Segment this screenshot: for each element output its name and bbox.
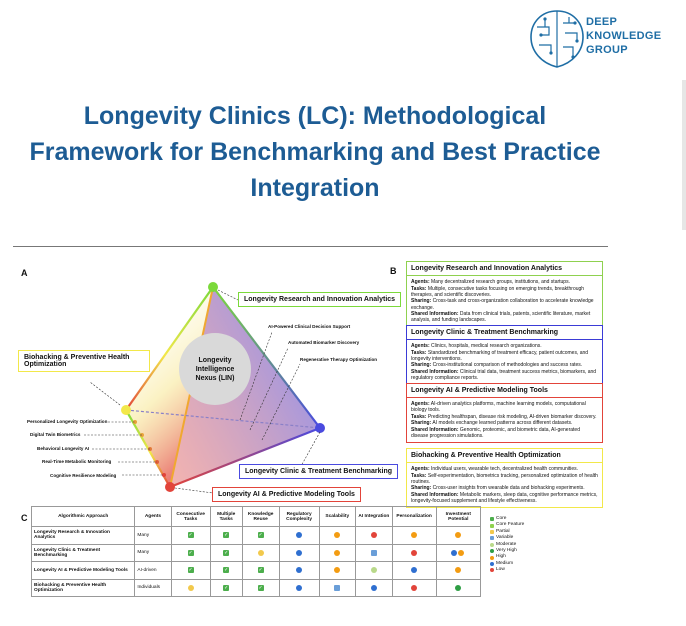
card-agents: Many decentralized research groups, institutions, and startups. bbox=[431, 279, 570, 285]
rating-cell bbox=[319, 579, 355, 597]
rating-cell bbox=[436, 579, 480, 597]
lightgreen-dot-icon bbox=[371, 567, 377, 573]
rating-cell bbox=[171, 579, 210, 597]
rating-cell bbox=[392, 579, 436, 597]
rating-cell bbox=[436, 562, 480, 580]
legend-swatch-icon bbox=[490, 556, 494, 560]
rating-cell bbox=[319, 562, 355, 580]
check-icon: ✓ bbox=[224, 549, 229, 556]
variable-icon bbox=[371, 550, 377, 556]
table-header-cell: Scalability bbox=[319, 507, 355, 527]
row-approach: Biohacking & Preventive Health Optimization bbox=[32, 579, 135, 597]
legend-label: Very High bbox=[496, 548, 517, 554]
inner-label: AI-Powered Clinical Decision Support bbox=[268, 324, 351, 329]
card-title: Longevity Clinic & Treatment Benchmarking bbox=[407, 326, 602, 340]
rating-cell bbox=[436, 544, 480, 562]
card-agents: Individual users, wearable tech, decentralized health communities. bbox=[431, 466, 579, 472]
check-icon: ✓ bbox=[224, 567, 229, 574]
side-label: Personalized Longevity Optimization bbox=[27, 419, 108, 424]
orange-dot-icon bbox=[334, 550, 340, 556]
check-icon: ✓ bbox=[258, 567, 263, 574]
comparison-table bbox=[31, 506, 481, 597]
inner-label: Automated Biomarker Discovery bbox=[288, 340, 360, 345]
nexus-label: Longevity Intelligence Nexus (LIN) bbox=[195, 356, 235, 382]
rating-cell bbox=[210, 544, 242, 562]
table-header-cell: Consecutive Tasks bbox=[171, 507, 210, 527]
legend-label: Low bbox=[496, 567, 505, 573]
inner-label: Regenerative Therapy Optimization bbox=[300, 357, 378, 362]
legend-label: Partial bbox=[496, 528, 510, 534]
rating-cell bbox=[242, 579, 279, 597]
orange-dot-icon bbox=[455, 532, 461, 538]
check-icon: ✓ bbox=[188, 532, 193, 539]
check-icon: ✓ bbox=[188, 549, 193, 556]
legend-swatch-icon bbox=[490, 568, 494, 572]
card-sharing: Cross-user insights from wearable data and biohacking experiments. bbox=[432, 485, 585, 492]
check-icon: ✓ bbox=[258, 532, 263, 539]
row-approach: Longevity Research & Innovation Analytics bbox=[32, 527, 135, 545]
table-row bbox=[32, 579, 481, 597]
rating-cell bbox=[356, 544, 393, 562]
rating-cell bbox=[356, 527, 393, 545]
check-icon: ✓ bbox=[224, 532, 229, 539]
orange-dot-icon bbox=[411, 532, 417, 538]
check-icon: ✓ bbox=[188, 567, 193, 574]
rating-cell bbox=[279, 544, 319, 562]
yellow-dot-icon bbox=[258, 550, 264, 556]
rating-cell bbox=[242, 527, 279, 545]
table-header-cell: AI Integration bbox=[356, 507, 393, 527]
card-sharing: Cross-task and cross-organization collaboration to accelerate knowledge exchange. bbox=[411, 298, 594, 311]
legend-swatch-icon bbox=[490, 536, 494, 540]
rating-dot bbox=[458, 550, 464, 556]
row-approach: Longevity Clinic & Treatment Benchmarking bbox=[32, 544, 135, 562]
panel-a-label: A bbox=[21, 268, 28, 278]
card-sharing: Cross-institutional comparison of methodologies and success rates. bbox=[432, 362, 583, 369]
card-sharing: AI models exchange learned patterns across different datasets. bbox=[432, 420, 573, 427]
variable-icon bbox=[334, 585, 340, 591]
blue-dot-icon bbox=[411, 567, 417, 573]
table-header-cell: Algorithmic Approach bbox=[32, 507, 135, 527]
vertex-biohacking-label: Biohacking & Preventive Health Optimization bbox=[18, 350, 150, 372]
rating-cell bbox=[210, 527, 242, 545]
page-title: Longevity Clinics (LC): Methodological Framework for Benchmarking and Best Practice Integration bbox=[29, 102, 601, 202]
rating-cell bbox=[242, 562, 279, 580]
row-agents: AI-driven bbox=[135, 562, 171, 580]
side-label: Cognitive Resilience Modeling bbox=[50, 473, 117, 478]
card-biohacking: Biohacking & Preventive Health Optimization Agents: Individual users, wearable tech, decentralized health communities. Tasks: Self-experimentation, biometrics tracking, personalized optimization of health routines. Sharing: Cross-user insights from wearable data and biohacking experiments. Shared Information: Metabolic markers, sleep data, cognitive performance metrics, longevity-focused supplement and lifestyle effectiveness. bbox=[406, 448, 603, 508]
card-shared-info: Genomic, proteomic, and biometric data, AI-generated disease progression simulations. bbox=[411, 426, 580, 440]
orange-dot-icon bbox=[334, 567, 340, 573]
red-dot-icon bbox=[371, 532, 377, 538]
divider bbox=[13, 246, 608, 247]
panel-c-label: C bbox=[21, 513, 28, 523]
blue-dot-icon bbox=[296, 585, 302, 591]
row-approach: Longevity AI & Predictive Modeling Tools bbox=[32, 562, 135, 580]
legend-swatch-icon bbox=[490, 524, 494, 528]
rating-cell bbox=[392, 544, 436, 562]
table-header-cell: Personalization bbox=[392, 507, 436, 527]
row-agents: Many bbox=[135, 544, 171, 562]
blue-dot-icon bbox=[296, 532, 302, 538]
rating-cell bbox=[171, 562, 210, 580]
card-title: Biohacking & Preventive Health Optimization bbox=[407, 449, 602, 463]
blue-dot-icon bbox=[371, 585, 377, 591]
card-ai: Longevity AI & Predictive Modeling Tools Agents: AI-driven analytics platforms, machine learning models, computational biology tools. Tasks: Predicting healthspan, disease risk modeling, AI-driven biomarker discovery. Sharing: AI models exchange learned patterns across different datasets. Shared Information: Genomic, proteomic, and biometric data, AI-generated disease progression simulations. bbox=[406, 383, 603, 443]
table-header-cell: Agents bbox=[135, 507, 171, 527]
card-title: Longevity AI & Predictive Modeling Tools bbox=[407, 384, 602, 398]
table-body bbox=[32, 527, 481, 597]
card-shared-info: Metabolic markers, sleep data, cognitive performance metrics, longevity-focused supplement and lifestyle effectiveness. bbox=[411, 491, 598, 505]
legend bbox=[490, 516, 524, 574]
table-row bbox=[32, 544, 481, 562]
vertex-ai-label: Longevity AI & Predictive Modeling Tools bbox=[212, 487, 361, 502]
legend-label: Core Feature bbox=[496, 522, 525, 528]
legend-label: Moderate bbox=[496, 541, 517, 547]
green-dot-icon bbox=[455, 585, 461, 591]
red-dot-icon bbox=[411, 550, 417, 556]
table-header-cell: Multiple Tasks bbox=[210, 507, 242, 527]
panel-b-label: B bbox=[390, 266, 397, 276]
rating-cell bbox=[319, 544, 355, 562]
rating-cell bbox=[392, 527, 436, 545]
table-header-row bbox=[32, 507, 481, 527]
legend-swatch-icon bbox=[490, 517, 494, 521]
legend-swatch-icon bbox=[490, 543, 494, 547]
red-dot-icon bbox=[411, 585, 417, 591]
card-shared-info: Data from clinical trials, patents, scientific literature, market analysis, and funding landscapes. bbox=[411, 311, 591, 324]
vertex-clinic-label: Longevity Clinic & Treatment Benchmarking bbox=[239, 464, 398, 479]
table-header-cell: Investment Potential bbox=[436, 507, 480, 527]
scrollbar[interactable] bbox=[682, 80, 686, 230]
brand-name: DEEP KNOWLEDGE GROUP bbox=[586, 16, 662, 56]
row-agents: Many bbox=[135, 527, 171, 545]
table-header-cell: Regulatory Complexity bbox=[279, 507, 319, 527]
rating-cell bbox=[319, 527, 355, 545]
vertex-research-label: Longevity Research and Innovation Analytics bbox=[238, 292, 401, 307]
orange-dot-icon bbox=[455, 567, 461, 573]
card-agents: AI-driven analytics platforms, machine learning models, computational biology tools. bbox=[411, 401, 586, 414]
row-agents: Individuals bbox=[135, 579, 171, 597]
legend-label: Variable bbox=[496, 535, 514, 541]
card-agents: Clinics, hospitals, medical research organizations. bbox=[431, 343, 542, 349]
nexus-circle bbox=[179, 333, 251, 405]
rating-cell bbox=[210, 579, 242, 597]
legend-swatch-icon bbox=[490, 562, 494, 566]
rating-cell bbox=[210, 562, 242, 580]
rating-cell bbox=[171, 527, 210, 545]
table-header-cell: Knowledge Reuse bbox=[242, 507, 279, 527]
yellow-dot-icon bbox=[188, 585, 194, 591]
side-label: Behavioral Longevity AI bbox=[37, 446, 90, 451]
check-icon: ✓ bbox=[258, 584, 263, 591]
legend-label: Medium bbox=[496, 560, 514, 566]
legend-swatch-icon bbox=[490, 530, 494, 534]
rating-dot bbox=[451, 550, 457, 556]
side-label: Digital Twin Biometrics bbox=[30, 432, 81, 437]
orange-dot-icon bbox=[334, 532, 340, 538]
card-tasks: Standardized benchmarking of treatment efficacy, patient outcomes, and longevity interventions. bbox=[411, 349, 589, 362]
brain-icon bbox=[527, 5, 587, 75]
rating-cell bbox=[279, 579, 319, 597]
table-row bbox=[32, 562, 481, 580]
rating-cell bbox=[356, 579, 393, 597]
rating-cell bbox=[356, 562, 393, 580]
blue-dot-icon bbox=[296, 550, 302, 556]
card-tasks: Self-experimentation, biometrics tracking, personalized optimization of health routines. bbox=[411, 472, 598, 485]
card-tasks: Predicting healthspan, disease risk modeling, AI-driven biomarker discovery. bbox=[427, 413, 597, 420]
card-title: Longevity Research and Innovation Analytics bbox=[407, 262, 602, 276]
side-label: Real-Time Metabolic Monitoring bbox=[42, 459, 112, 464]
card-clinic: Longevity Clinic & Treatment Benchmarking Agents: Clinics, hospitals, medical research organizations. Tasks: Standardized benchmarking of treatment efficacy, patient outcomes, and longevity interventions. Sharing: Cross-institutional comparison of methodologies and success rates. Shared Information: Clinical trial data, treatment success metrics, biomarkers, and regulatory compliance reports. bbox=[406, 325, 603, 385]
blue-dot-icon bbox=[296, 567, 302, 573]
card-tasks: Multiple, consecutive tasks focusing on emerging trends, breakthrough therapies, and scientific discoveries. bbox=[411, 285, 585, 298]
legend-item bbox=[490, 567, 524, 573]
legend-label: Core bbox=[496, 516, 507, 521]
rating-cell bbox=[279, 527, 319, 545]
rating-cell bbox=[436, 527, 480, 545]
card-shared-info: Clinical trial data, treatment success metrics, biomarkers, and regulatory compliance reports. bbox=[411, 368, 597, 382]
rating-cell bbox=[242, 544, 279, 562]
rating-cell bbox=[279, 562, 319, 580]
legend-swatch-icon bbox=[490, 549, 494, 553]
check-icon: ✓ bbox=[224, 584, 229, 591]
rating-cell bbox=[392, 562, 436, 580]
table-row bbox=[32, 527, 481, 545]
legend-label: High bbox=[496, 554, 506, 560]
card-research: Longevity Research and Innovation Analytics Agents: Many decentralized research groups, institutions, and startups. Tasks: Multiple, consecutive tasks focusing on emerging trends, breakthrough therapies, and scientific discoveries. Sharing: Cross-task and cross-organization collaboration to accelerate knowledge exchange. Shared Information: Data from clinical trials, patents, scientific literature, market analysis, and funding landscapes. bbox=[406, 261, 603, 327]
double-dot-icon bbox=[451, 551, 465, 556]
rating-cell bbox=[171, 544, 210, 562]
